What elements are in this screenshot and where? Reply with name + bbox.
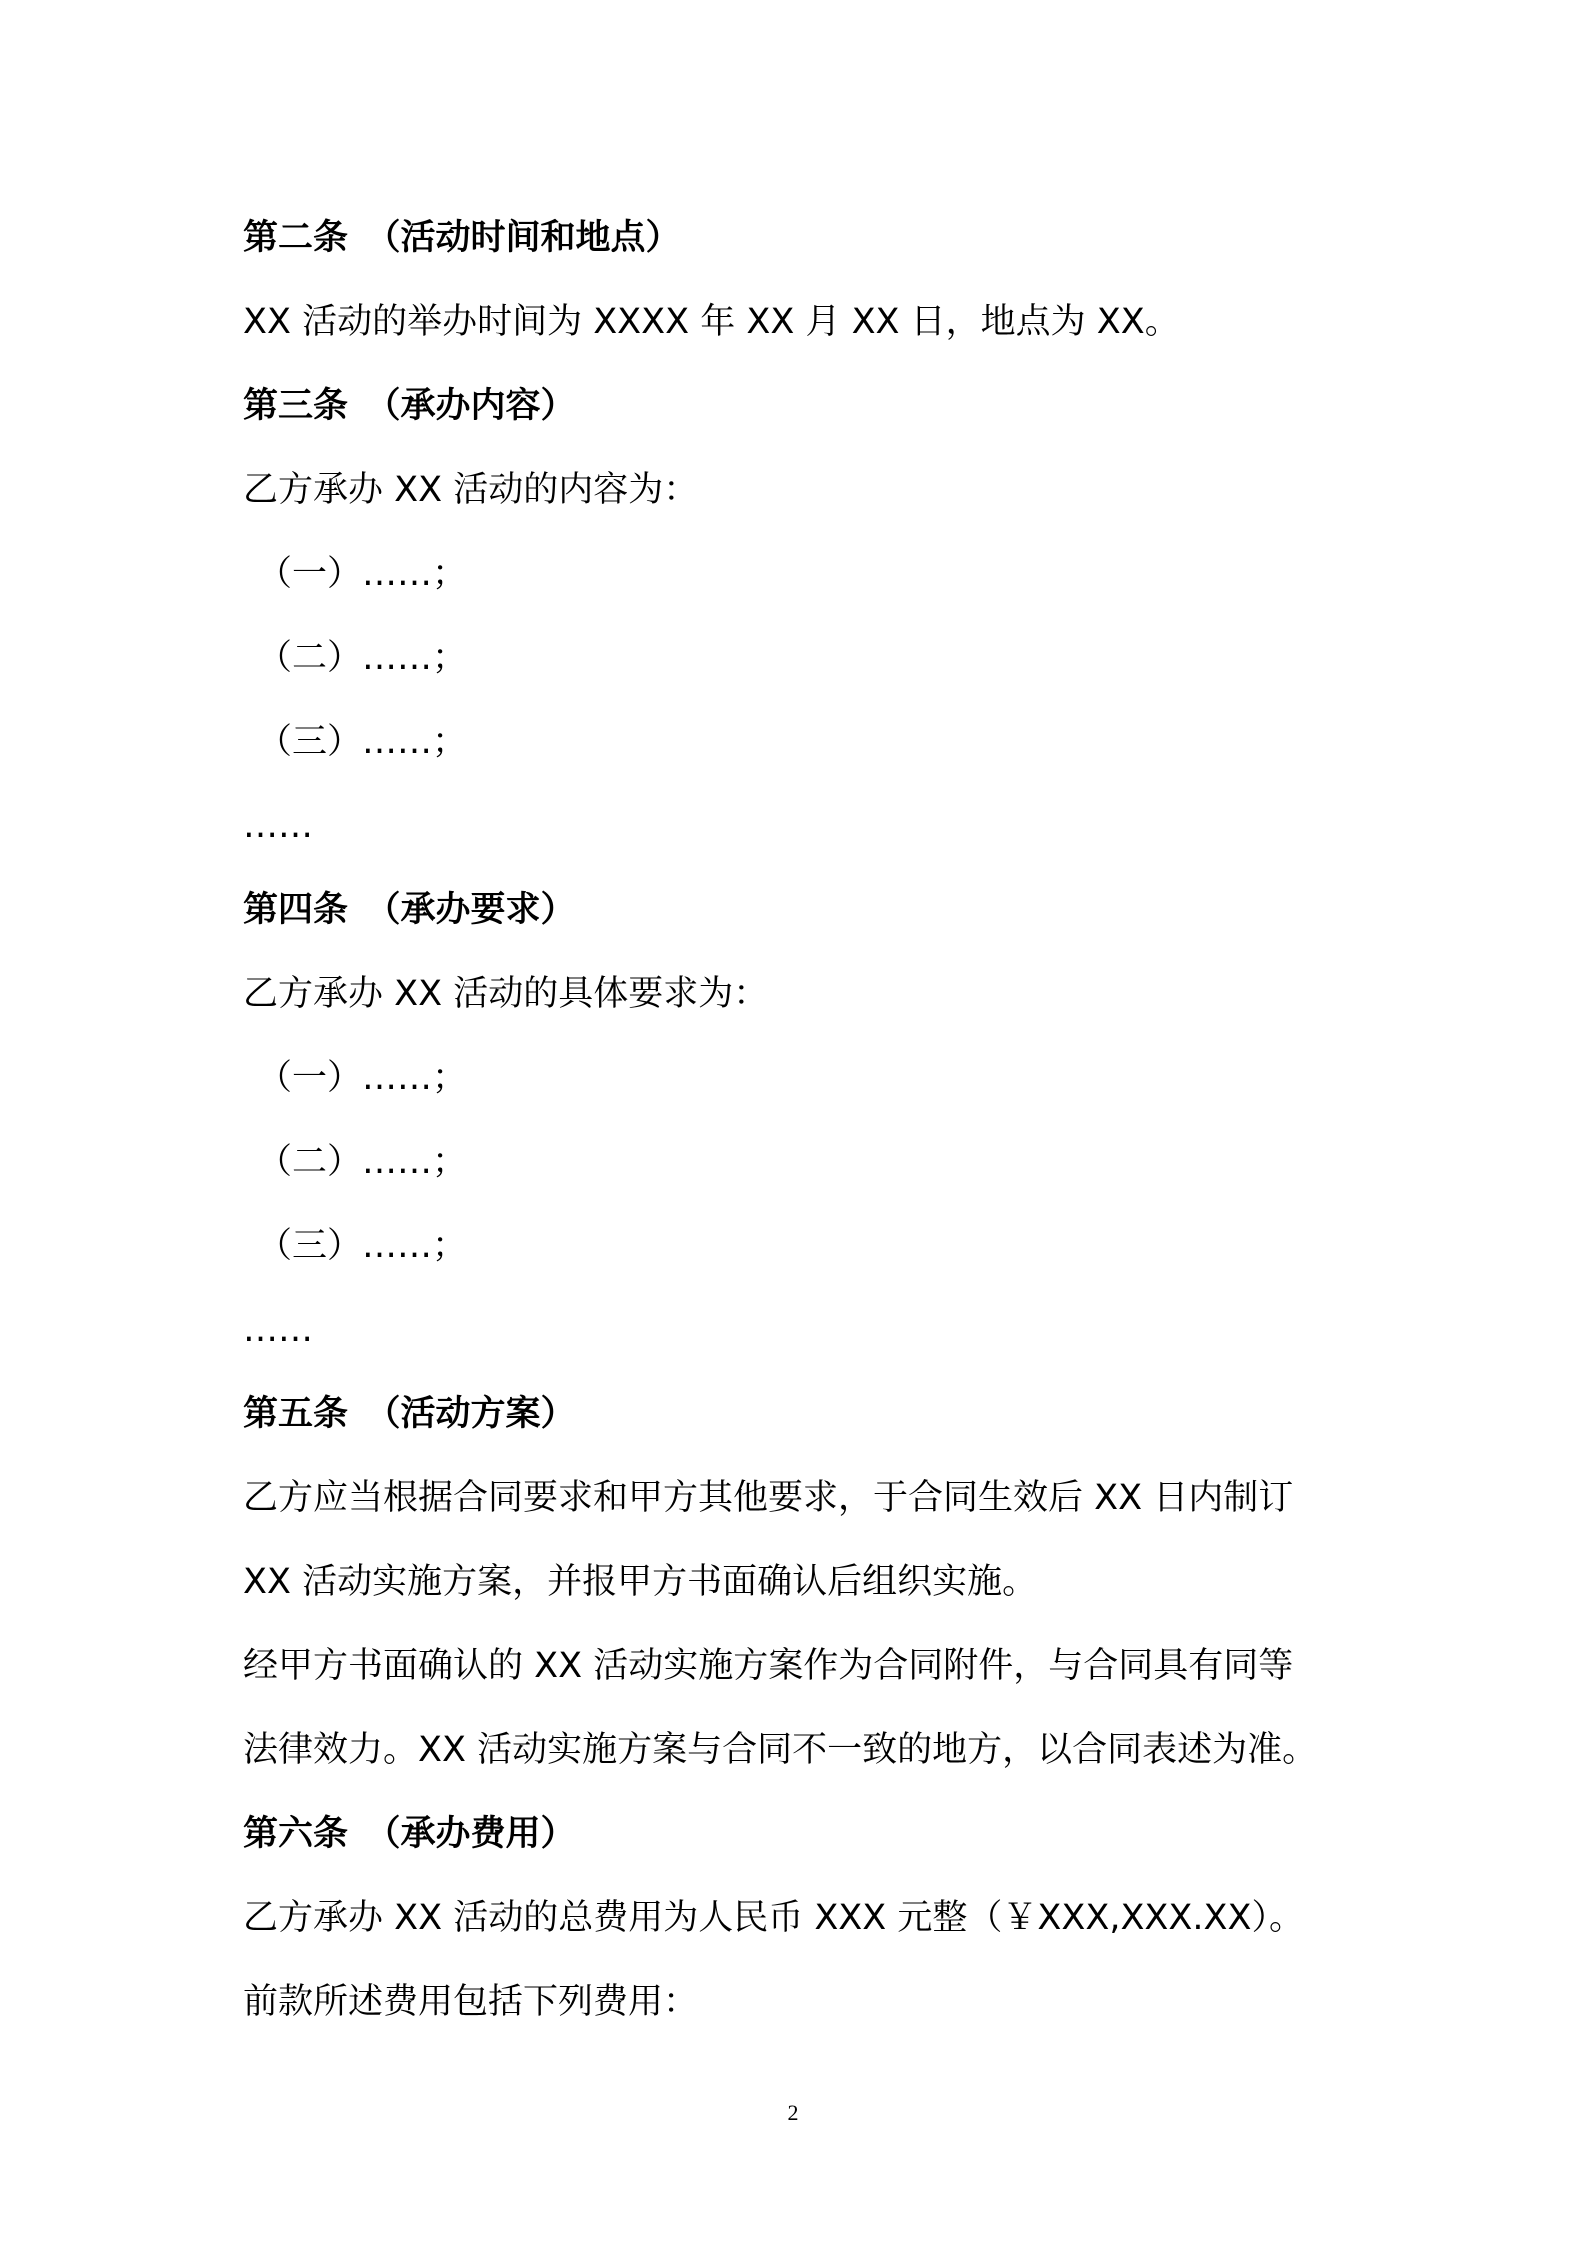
article-4-item-1: （一）……； [257, 1058, 468, 1098]
article-4-item-2: （二）……； [257, 1142, 468, 1182]
article-5-text-line-2: XX 活动实施方案，并报甲方书面确认后组织实施。 [243, 1562, 1038, 1602]
document-body [243, 196, 1363, 2044]
article-3-item-2: （二）……； [257, 638, 468, 678]
article-6-text-line-2: 前款所述费用包括下列费用： [243, 1982, 699, 2022]
article-3-heading: 第三条 （承办内容） [243, 386, 576, 426]
page-number: 2 [787, 2100, 799, 2125]
article-5-text-line-4: 法律效力。XX 活动实施方案与合同不一致的地方，以合同表述为准。 [243, 1730, 1318, 1770]
article-3-ellipsis: …… [243, 806, 313, 846]
article-5-text-line-1: 乙方应当根据合同要求和甲方其他要求，于合同生效后 XX 日内制订 [243, 1478, 1294, 1518]
article-4-heading: 第四条 （承办要求） [243, 890, 576, 930]
article-4-intro: 乙方承办 XX 活动的具体要求为： [243, 974, 769, 1014]
article-6-heading: 第六条 （承办费用） [243, 1814, 576, 1854]
article-2-heading: 第二条 （活动时间和地点） [243, 218, 681, 258]
article-5-text-line-3: 经甲方书面确认的 XX 活动实施方案作为合同附件，与合同具有同等 [243, 1646, 1294, 1686]
article-6-text-line-1: 乙方承办 XX 活动的总费用为人民币 XXX 元整（￥XXX,XXX.XX）。 [243, 1898, 1304, 1938]
article-3-intro: 乙方承办 XX 活动的内容为： [243, 470, 699, 510]
article-2-text: XX 活动的举办时间为 XXXX 年 XX 月 XX 日，地点为 XX。 [243, 302, 1180, 342]
article-4-ellipsis: …… [243, 1310, 313, 1350]
article-5-heading: 第五条 （活动方案） [243, 1394, 576, 1434]
article-4-item-3: （三）……； [257, 1226, 468, 1266]
article-3-item-1: （一）……； [257, 554, 468, 594]
article-3-item-3: （三）……； [257, 722, 468, 762]
